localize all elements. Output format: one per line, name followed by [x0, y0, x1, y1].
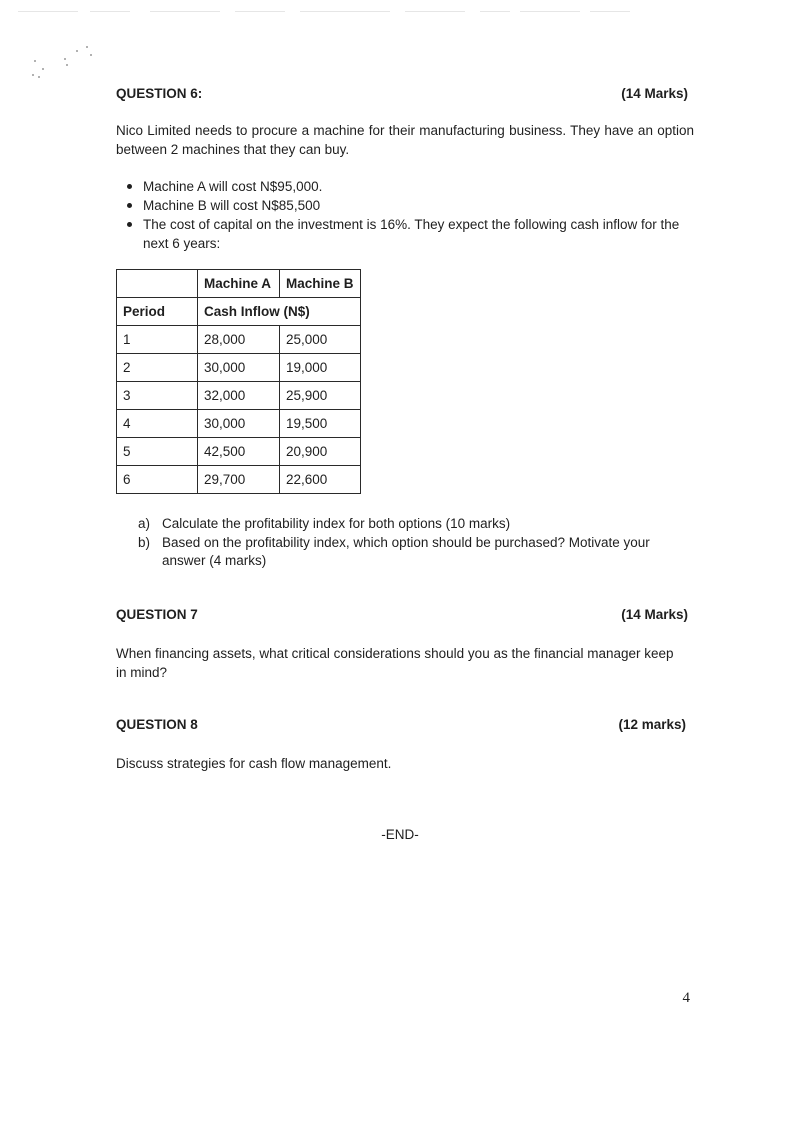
bullet-item: The cost of capital on the investment is 16%. They expect the following cash inflow for the next 6 years:	[117, 215, 692, 253]
machine-a-cell: 32,000	[198, 382, 280, 410]
subquestion-text: Calculate the profitability index for both options (10 marks)	[162, 516, 511, 531]
question-6-intro: Nico Limited needs to procure a machine for their manufacturing business. They have an option between 2 machines that they can buy.	[116, 123, 694, 157]
table-row	[117, 354, 361, 382]
subquestion-label: b)	[138, 534, 151, 550]
period-cell: 5	[117, 438, 198, 466]
table-row	[117, 326, 361, 354]
subquestion-label: a)	[138, 516, 151, 531]
scan-specks	[30, 42, 110, 82]
machine-b-cell: 22,600	[280, 466, 361, 494]
column-header-machine-a: Machine A	[198, 270, 280, 298]
machine-a-cell: 28,000	[198, 326, 280, 354]
question-7-title: QUESTION 7	[116, 607, 198, 622]
machine-b-cell: 25,900	[280, 382, 361, 410]
cash-inflow-table	[116, 269, 361, 494]
machine-b-cell: 19,000	[280, 354, 361, 382]
table-row	[117, 382, 361, 410]
question-8-title: QUESTION 8	[116, 717, 198, 732]
period-cell: 3	[117, 382, 198, 410]
period-cell: 4	[117, 410, 198, 438]
end-marker: -END-	[381, 827, 419, 842]
bullet-icon	[127, 184, 132, 189]
page-number: 4	[682, 990, 690, 1006]
cash-inflow-header: Cash Inflow (N$)	[198, 298, 361, 326]
period-cell: 1	[117, 326, 198, 354]
question-6-subquestions	[138, 515, 692, 571]
column-header-machine-b: Machine B	[280, 270, 361, 298]
table-empty-cell	[117, 270, 198, 298]
period-cell: 6	[117, 466, 198, 494]
bullet-item: Machine B will cost N$85,500	[117, 196, 692, 215]
subquestion-item	[138, 534, 692, 571]
table-row	[117, 466, 361, 494]
machine-b-cell: 19,500	[280, 410, 361, 438]
machine-a-cell: 29,700	[198, 466, 280, 494]
subquestion-text: Based on the profitability index, which option should be purchased? Motivate your answer (4 marks)	[162, 534, 650, 568]
scan-artifact-line	[0, 0, 794, 14]
table-row	[117, 410, 361, 438]
question-7-text: When financing assets, what critical considerations should you as the financial manager keep in mind?	[116, 646, 674, 680]
question-8-text: Discuss strategies for cash flow management.	[116, 756, 392, 771]
machine-a-cell: 30,000	[198, 354, 280, 382]
table-subheader-row	[117, 298, 361, 326]
table-header-row	[117, 270, 361, 298]
period-cell: 2	[117, 354, 198, 382]
machine-b-cell: 25,000	[280, 326, 361, 354]
machine-b-cell: 20,900	[280, 438, 361, 466]
subquestion-item	[138, 515, 692, 534]
machine-a-cell: 30,000	[198, 410, 280, 438]
question-6-marks: (14 Marks)	[621, 86, 688, 101]
question-7-marks: (14 Marks)	[621, 607, 688, 622]
bullet-item: Machine A will cost N$95,000.	[117, 177, 692, 196]
table-row	[117, 438, 361, 466]
question-8-marks: (12 marks)	[618, 717, 686, 732]
question-6-bullet-list	[117, 177, 692, 253]
machine-a-cell: 42,500	[198, 438, 280, 466]
question-6-title: QUESTION 6:	[116, 86, 203, 101]
bullet-icon	[127, 222, 132, 227]
period-header: Period	[117, 298, 198, 326]
bullet-icon	[127, 203, 132, 208]
